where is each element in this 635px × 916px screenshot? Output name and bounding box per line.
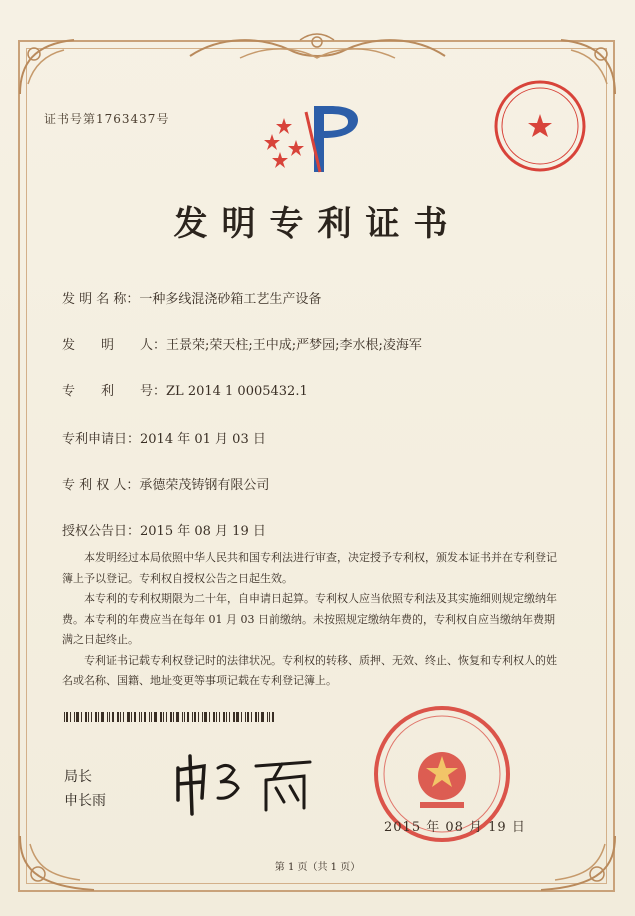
inventor-label: 发 明 人： [62, 338, 167, 353]
barcode-bar [209, 712, 210, 722]
barcode-bar [107, 712, 108, 722]
top-ornament-icon [180, 28, 455, 68]
patentee-label: 专 利 权 人： [62, 478, 140, 493]
grant-date-value: 2015 年 08 月 19 日 [140, 524, 266, 539]
barcode-bar [141, 712, 142, 722]
barcode-bar [163, 712, 164, 722]
certificate-title: 发明专利证书 [173, 204, 462, 244]
barcode-bar [154, 712, 157, 722]
corner-ornament-top-left-icon [14, 34, 84, 104]
director-name: 申长雨 [64, 793, 106, 809]
barcode-bar [123, 712, 124, 722]
handwritten-signature-icon [170, 748, 320, 818]
barcode-bar [236, 712, 239, 722]
barcode-bar [216, 712, 217, 722]
filing-date-label: 专利申请日： [62, 432, 141, 447]
barcode-bar [149, 712, 150, 722]
inventor-row [62, 334, 422, 353]
barcode-bar [88, 712, 89, 722]
barcode-bar [272, 712, 274, 722]
seal-date: 2015 年 08 月 19 日 [384, 820, 526, 835]
invention-name-value: 一种多线混浇砂箱工艺生产设备 [139, 292, 322, 307]
stamp-duty-seal-icon [492, 78, 588, 174]
barcode-bar [192, 712, 193, 722]
invention-name-row [62, 288, 321, 307]
barcode-bar [251, 712, 252, 722]
barcode-bar [198, 712, 199, 722]
barcode-bar [182, 712, 183, 722]
inventor-value: 王景荣;荣天柱;王中成;严梦园;李水根;凌海军 [166, 338, 422, 353]
barcode-bar [120, 712, 121, 722]
barcode-bar [112, 712, 114, 722]
page-indicator: 第 1 页（共 1 页） [274, 862, 361, 873]
grant-date-row [62, 520, 266, 539]
barcode-bar [91, 712, 92, 722]
patent-number-row [62, 380, 308, 399]
barcode-bar [213, 712, 215, 722]
barcode-bar [247, 712, 249, 722]
body-paragraph-3: 专利证书记载专利权登记时的法律状况。专利权的转移、质押、无效、终止、恢复和专利权人的姓名或名称、国籍、地址变更等事项记载在专利登记簿上。 [62, 653, 557, 687]
director-title: 局长 [64, 769, 92, 785]
barcode-bar [81, 712, 82, 722]
barcode-bar [267, 712, 268, 722]
barcode-bar [176, 712, 179, 722]
barcode-bar [127, 712, 130, 722]
barcode-bar [173, 712, 174, 722]
barcode-bar [202, 712, 203, 722]
barcode-bar [170, 712, 172, 722]
barcode-bar [98, 712, 99, 722]
barcode-bar [226, 712, 227, 722]
barcode-bar [64, 712, 65, 722]
barcode-bar [144, 712, 146, 722]
barcode-bar [139, 712, 140, 722]
barcode-bar [184, 712, 185, 722]
barcode-bar [131, 712, 132, 722]
filing-date-row [62, 428, 266, 447]
barcode-bar [95, 712, 97, 722]
barcode-bar [219, 712, 220, 722]
barcode-bar [101, 712, 104, 722]
barcode [64, 712, 284, 722]
barcode-bar [85, 712, 87, 722]
barcode-bar [233, 712, 235, 722]
barcode-bar [269, 712, 270, 722]
certificate-number: 证书号第1763437号 [44, 112, 170, 126]
patentee-row [62, 474, 269, 493]
barcode-bar [160, 712, 162, 722]
grant-date-label: 授权公告日： [62, 524, 141, 539]
barcode-bar [70, 712, 71, 722]
barcode-bar [255, 712, 257, 722]
barcode-bar [76, 712, 79, 722]
barcode-bar [258, 712, 259, 722]
barcode-bar [241, 712, 242, 722]
barcode-bar [229, 712, 230, 722]
patentee-value: 承德荣茂铸钢有限公司 [139, 478, 270, 493]
barcode-bar [204, 712, 207, 722]
barcode-bar [151, 712, 152, 722]
certificate-body [62, 548, 562, 692]
barcode-bar [134, 712, 136, 722]
barcode-bar [74, 712, 75, 722]
body-paragraph-1: 本发明经过本局依照中华人民共和国专利法进行审查，决定授予专利权，颁发本证书并在专利登记簿上予以登记。专利权自授权公告之日起生效。 [62, 551, 557, 585]
barcode-bar [66, 712, 68, 722]
barcode-bar [166, 712, 167, 722]
filing-date-value: 2014 年 01 月 03 日 [140, 432, 266, 447]
barcode-bar [245, 712, 246, 722]
invention-name-label: 发 明 名 称： [62, 292, 140, 307]
barcode-bar [117, 712, 119, 722]
barcode-bar [109, 712, 110, 722]
patent-number-label: 专 利 号： [62, 384, 167, 399]
patent-number-value: ZL 2014 1 0005432.1 [166, 384, 308, 399]
barcode-bar [261, 712, 264, 722]
barcode-bar [187, 712, 189, 722]
barcode-bar [223, 712, 225, 722]
barcode-bar [194, 712, 196, 722]
patent-office-logo-icon [258, 98, 368, 178]
body-paragraph-2: 本专利的专利权期限为二十年，自申请日起算。专利权人应当依照专利法及其实施细则规定缴纳年费。本专利的年费应当在每年 01 月 03 日前缴纳。未按照规定缴纳年费的，专利权自应当缴纳年费期满之日起终止。 [62, 592, 557, 646]
